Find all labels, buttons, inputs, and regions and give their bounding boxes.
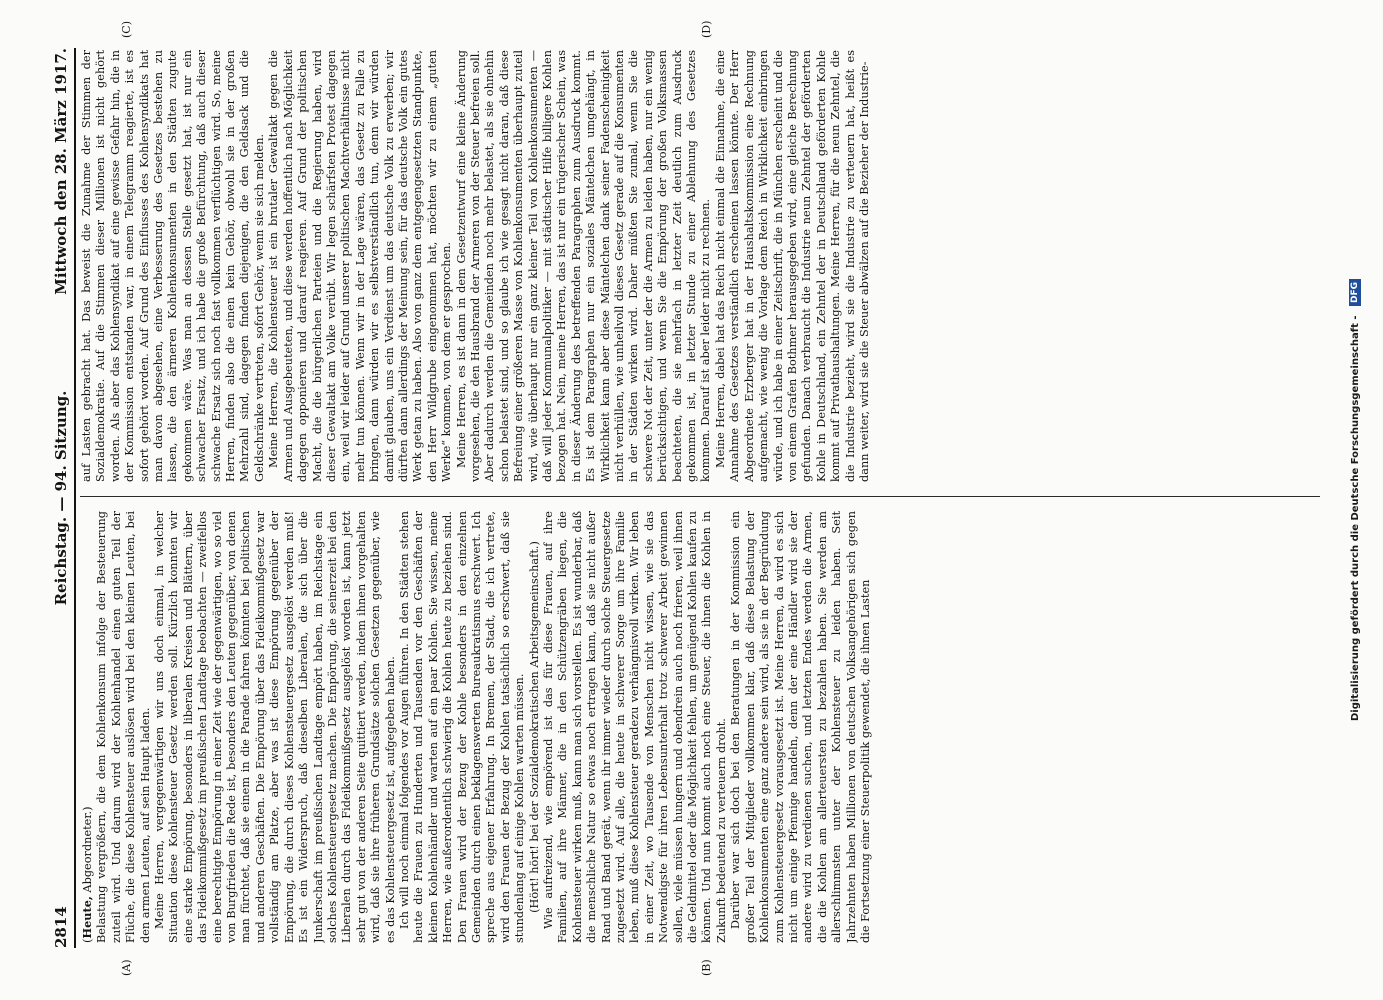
credit-text: Digitalisierung gefördert durch die Deutsche Forschungsgemeinschaft - <box>1350 315 1361 722</box>
margin-marker-c: (C) <box>120 21 133 38</box>
paragraph: Meine Herren, vergegenwärtigen wir uns doch einmal, in welcher Situation diese Kohlensteuer Gesetz werden soll. Kürzlich konnten wir eine starke Empörung, besonders in liberalen Kreisen und Blättern, über das Fideikommißgesetz im preußischen Landtage beobachten — zweifellos eine berechtigte Empörung in einer Zeit wie der gegenwärtigen, wo so viel von Burgfrieden die Rede ist, besonders den Leuten gegenüber, von denen man fürchtet, daß sie einem in die Parade fahren könnten bei politischen und anderen Geschäften. Die Empörung über das Fideikommißgesetz war vollständig am Platze, aber was ist diese Empörung gegenüber der Empörung, die durch dieses Kohlensteuergesetz ausgelöst werden muß! Es ist ein Widerspruch, daß dieselben Liberalen, die sich über die Junkerschaft im preußischen Landtage empört haben, im Reichstage ein solches Kohlensteuergesetz machen. Die Empörung, die seinerzeit bei den Liberalen durch das Fideikommißgesetz ausgelöst worden ist, kann jetzt sehr gut von der anderen Seite quittiert werden, indem ihnen vorgehalten wird, daß sie ihre früheren Grundsätze solchen Gesetzen gegenüber, wie es das Kohlensteuergesetz ist, aufgegeben haben. <box>153 511 397 943</box>
interjection: (Hört! hört! bei der Sozialdemokratischen Arbeitsgemeinschaft.) <box>527 541 541 913</box>
column-divider <box>80 496 1320 497</box>
paragraph: Meine Herren, die Kohlensteuer ist ein brutaler Gewaltakt gegen die Armen und Ausgebeuteten, und diese werden hoffentlich nach Möglichkeit dagegen opponieren und darauf reagieren. Auf Grund der politischen Macht, die die bürgerlichen Parteien und die Regierung haben, wird dieser Gewaltakt am Volke verübt. Wir legen schärfsten Protest dagegen ein, weil wir leider auf Grund unserer politischen Machtverhältnisse nicht mehr tun können. Wenn wir in der Lage wären, das Gesetz zu Falle zu bringen, dann würden wir es selbstverständlich tun, denn wir würden damit glauben, uns ein Verdienst um das deutsche Volk zu erwerben; wir dürften dann allerdings der Meinung sein, für das deutsche Volk ein gutes Werk getan zu haben. Also von ganz dem entgegengesetzten Standpunkte, den Herr Wildgrube eingenommen hat, möchten wir zu einem „guten Werke“ kommen, von dem er gesprochen. <box>267 50 454 482</box>
paragraph: Darüber war sich doch bei den Beratungen in der Kommission ein großer Teil der Mitglieder vollkommen klar, daß diese Belastung der Kohlenkonsumenten eine ganz andere sein wird, als sie in der Begründung zum Kohlensteuergesetz vorausgesetzt ist. Meine Herren, da wird es sich nicht um einige Pfennige handeln, denn der eine Händler wird sie der andere wird zu verdienen suchen, und letzten Endes werden die Armen, die die Kohlen am allerteuersten zu bezahlen haben. Sie werden am allerschlimmsten unter der Kohlensteuer zu leiden haben. Seit Jahrzehnten haben Millionen von deutschen Volksangehörigen sich gegen die Fortsetzung einer Steuerpolitik gewendet, die ihnen Lasten <box>729 511 872 943</box>
margin-marker-b: (B) <box>700 959 713 976</box>
paragraph: auf Lasten gebracht hat. Das beweist die Zunahme der Stimmen der Sozialdemokratie. Auf die Stimmen dieser Millionen ist nicht gehört worden. Als aber das Kohlensyndikat auf eine gewisse Gefahr hin, die in der Kommission entstanden war, in einem Telegramm reagierte, ist es sofort gehört worden. Auf Grund des Einflusses des Kohlensyndikats hat man davon abgesehen, eine Verbesserung des Gesetzes bestehen zu lassen, die den ärmeren Kohlenkonsumenten in den Städten zugute gekommen wäre. Was man an dessen Stelle gesetzt hat, ist nur ein schwacher Ersatz, und ich habe die große Befürchtung, daß auch dieser schwache Ersatz sich noch fast vollkommen verflüchtigen wird. So, meine Herren, finden also die einen kein Gehör, obwohl sie in der großen Mehrzahl sind, dagegen finden diejenigen, die den Geldsack und die Geldschränke vertreten, sofort Gehör, wenn sie sich melden. <box>80 50 266 482</box>
left-column <box>80 511 1320 943</box>
paragraph: Ich will noch einmal folgendes vor Augen führen. In den Städten stehen heute die Frauen zu Hunderten und Tausenden vor den Geschäften der kleinen Kohlenhändler und warten auf ein paar Kohlen. Sie wissen, meine Herren, wie außerordentlich schwierig die Kohlen heute zu beziehen sind. Den Frauen wird der Bezug der Kohle besonders in den einzelnen Gemeinden durch einen beklagenswerten Bureaukratismus erschwert. Ich spreche aus eigener Erfahrung. In Bremen, der Stadt, die ich vertrete, wird den Frauen der Bezug der Kohlen tatsächlich so erschwert, daß sie stundenlang auf einige Kohlen warten müssen. <box>397 511 527 943</box>
page-number: 2814 <box>52 906 70 948</box>
page-header <box>52 48 76 948</box>
paragraph: Wie aufreizend, wie empörend ist das für diese Frauen, auf ihre Familien, auf ihre Männer, die in den Schützengräben liegen, die Kohlensteuer wirken muß, kann man sich vorstellen. Es ist wunderbar, daß die menschliche Natur so etwas noch ertragen kann, daß sie nicht außer Rand und Band gerät, wenn ihr immer wieder durch solche Steuergesetze zugesetzt wird. Auf alle, die heute in schwerer Sorge um ihre Familie leben, muß diese Kohlensteuer geradezu verhängnisvoll wirken. Wir leben in einer Zeit, wo Tausende von Menschen nicht wissen, wie sie das Notwendigste für ihren Lebensunterhalt trotz schwerer Arbeit gewinnen sollen, viele müssen hungern und obendrein auch noch frieren, weil ihnen die Geldmittel oder die Möglichkeit fehlen, um genügend Kohlen kaufen zu können. Und nun kommt auch noch eine Steuer, die ihnen die Kohlen in Zukunft bedeutend zu verteuern droht. <box>542 511 728 943</box>
speaker-line: (Heute, Abgeordneter.) <box>80 806 94 943</box>
session-date: Mittwoch den 28. März 1917. <box>52 48 70 295</box>
paragraph: Meine Herren, es ist dann in dem Gesetzentwurf eine kleine Änderung vorgesehen, die den Hausbrand der Armeren von der Steuer befreien soll. Aber dadurch werden die Gemeinden noch mehr belastet, als sie ohnehin schon belastet sind, und so glaube ich wie gesagt nicht daran, daß diese Befreiung einer größeren Masse von Kohlenkonsumenten überhaupt zuteil wird, wie überhaupt nur ein ganz kleiner Teil von Kohlenkonsumenten — daß will jeder Kommunalpolitiker — mit städtischer Hilfe billigere Kohlen bezogen hat. Nein, meine Herren, das ist nur ein trügerischer Schein, was in dieser Änderung des betreffenden Paragraphen zum Ausdruck kommt. Es ist dem Paragraphen nur ein soziales Mäntelchen umgehängt, in Wirklichkeit kann aber diese Mäntelchen dank seiner Fadenscheinigkeit nicht verhüllen, wie unheilvoll dieses Gesetz gerade auf die Konsumenten in der Städten wirken wird. Daher müßten Sie zumal, wenn Sie die schwere Not der Zeit, unter der die Armen zu leiden haben, nur ein wenig berücksichtigen, und wenn Sie die Empörung der großen Volksmassen beachteten, die sie mehrfach in letzter Zeit deutlich zum Ausdruck gekommen ist, in letzter Stunde zu einer Ablehnung des Gesetzes kommen. Darauf ist aber leider nicht zu rechnen. <box>454 50 713 482</box>
right-column <box>80 50 1320 482</box>
speaker-name: Heute, <box>80 896 94 939</box>
margin-marker-d: (D) <box>700 20 713 38</box>
session-title: Reichstag. — 94. Sitzung. <box>52 390 70 606</box>
digitization-credit <box>1349 0 1361 1000</box>
paragraph: Meine Herren, dabei hat das Reich nicht einmal die Einnahme, die eine Annahme des Gesetzes verständlich erscheinen lassen könnte. Der Herr Abgeordnete Erzberger hat in der Haushaltskommission eine Rechnung aufgemacht, wie wenig die Vorlage dem Reich in Wirklichkeit einbringen würde, und ich habe in einer Zeitschrift, die in München erscheint und die von einem Grafen Bothmer herausgegeben wird, eine gleiche Berechnung gefunden. Danach verbraucht die Industrie neun Zehntel der geförderten Kohle in Deutschland, ein Zehntel der in Deutschland geförderten Kohle kommt auf Privathaushaltungen. Meine Herren, für die neun Zehntel, die die Industrie bezieht, wird sie die Industrie zu verteuern hat, heißt es dann weiter, wird sie die Steuer abwälzen auf die Bezieher der Industrie- <box>713 50 871 482</box>
dfg-logo: DFG <box>1349 279 1361 306</box>
speaker-note: Abgeordneter. <box>81 810 94 893</box>
paragraph: Belastung vergrößern, die dem Kohlenkonsum infolge der Besteuerung zuteil wird. Und darum wird der Kohlenhandel einen guten Teil der Flüche, die diese Kohlensteuer auslösen wird bei den kleinen Leuten, bei den armen Leuten, auf sein Haupt laden. <box>95 511 152 943</box>
margin-marker-a: (A) <box>120 959 133 976</box>
